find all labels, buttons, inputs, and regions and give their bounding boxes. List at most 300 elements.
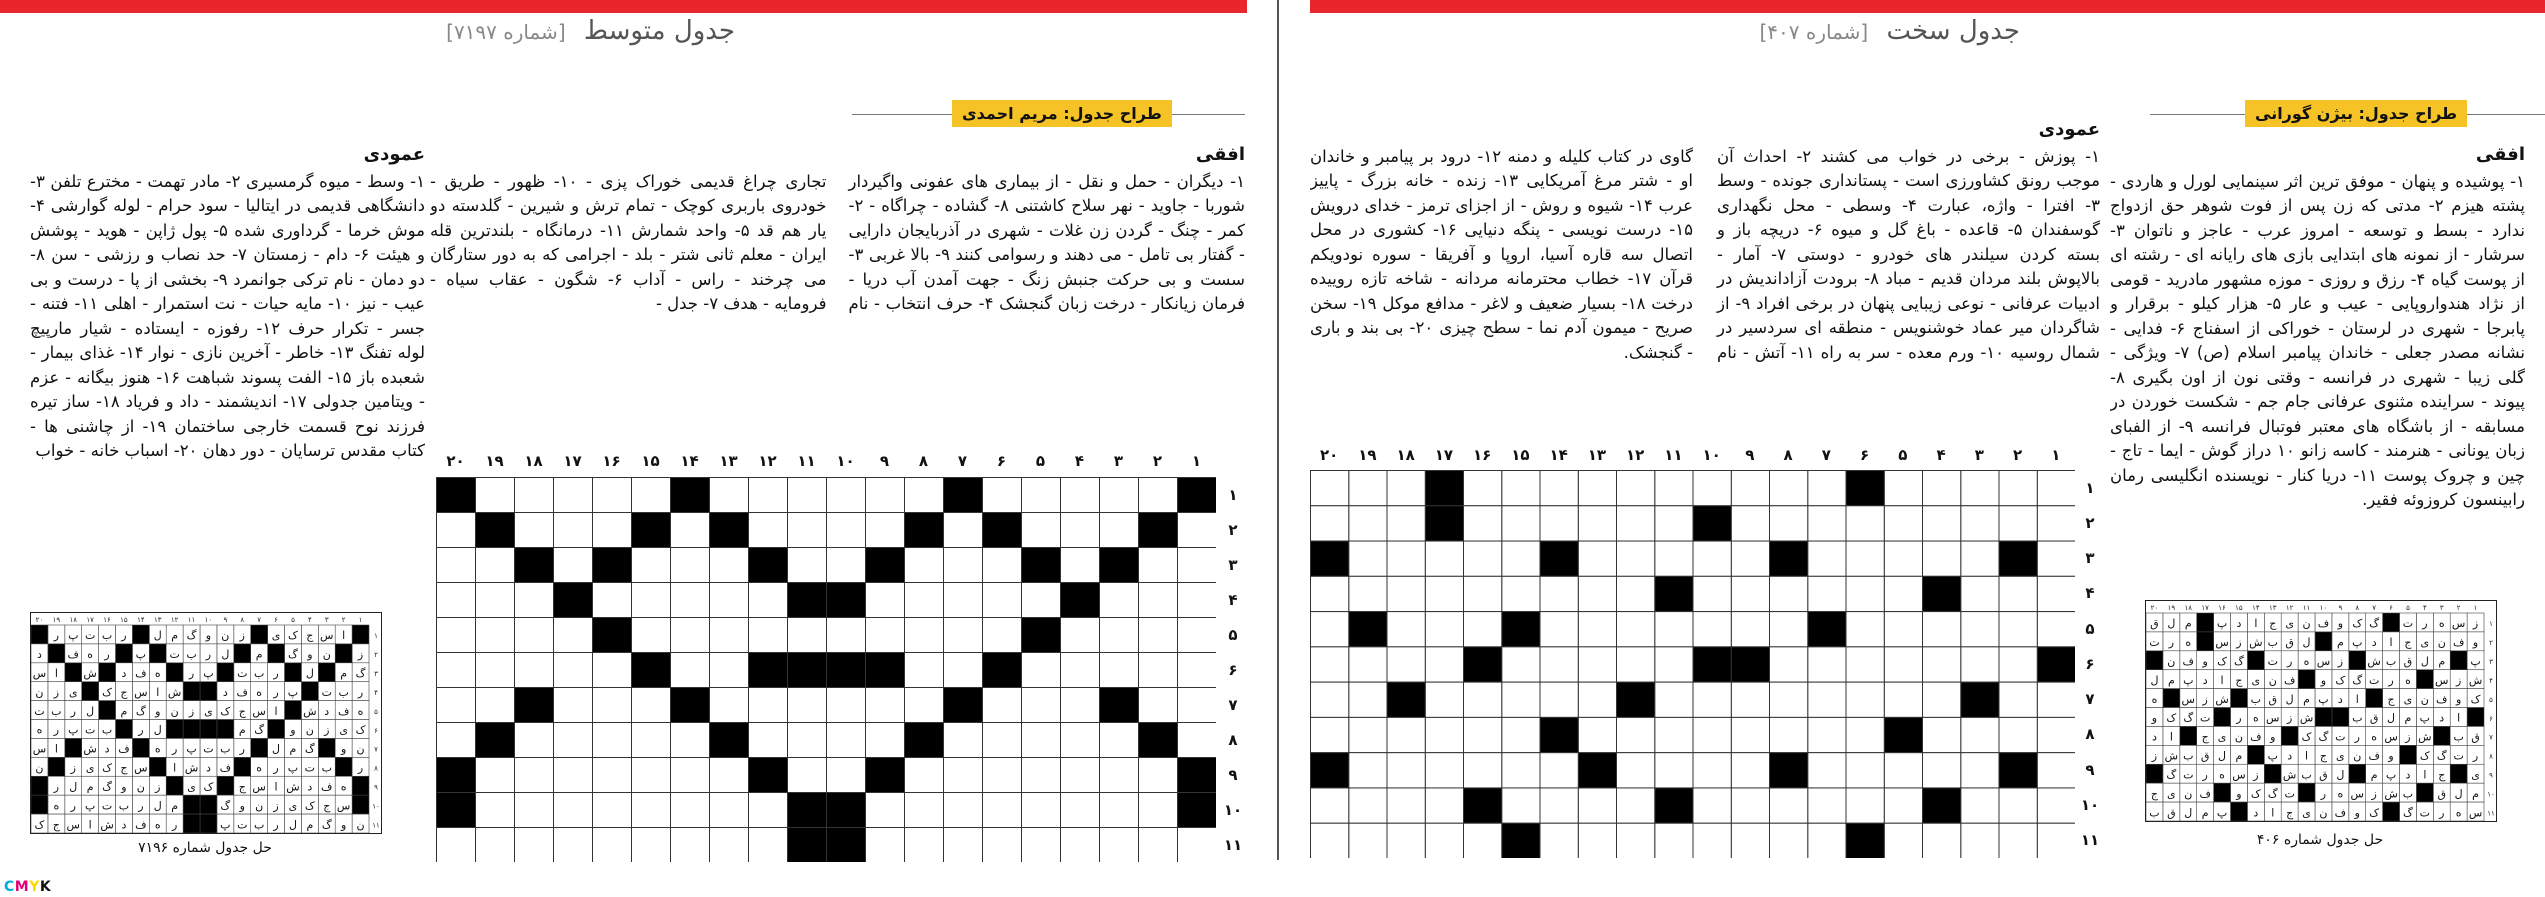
right-grid-cell[interactable]	[1655, 753, 1693, 788]
right-grid-cell[interactable]	[1655, 541, 1693, 576]
left-grid-cell[interactable]	[983, 828, 1022, 863]
left-grid-cell[interactable]	[788, 758, 827, 793]
right-grid-cell[interactable]	[1846, 576, 1884, 611]
left-grid-cell[interactable]	[1061, 513, 1100, 548]
right-grid-cell[interactable]	[1311, 788, 1349, 823]
right-grid-cell[interactable]	[1502, 506, 1540, 541]
left-grid-cell[interactable]	[827, 618, 866, 653]
right-grid-cell[interactable]	[1655, 506, 1693, 541]
right-grid-cell[interactable]	[1731, 823, 1769, 858]
left-grid-cell[interactable]	[515, 758, 554, 793]
right-grid-cell[interactable]	[1387, 647, 1425, 682]
right-grid-cell[interactable]	[1387, 788, 1425, 823]
left-grid-cell[interactable]	[827, 688, 866, 723]
right-grid-cell[interactable]	[1884, 682, 1922, 717]
left-grid-cell[interactable]	[749, 513, 788, 548]
right-grid-cell[interactable]	[1502, 788, 1540, 823]
right-grid-cell[interactable]	[1425, 541, 1463, 576]
right-grid-cell[interactable]	[1770, 717, 1808, 752]
right-grid-cell[interactable]	[1808, 823, 1846, 858]
left-grid-cell[interactable]	[515, 618, 554, 653]
left-grid-cell[interactable]	[1061, 828, 1100, 863]
right-grid-cell[interactable]	[1311, 717, 1349, 752]
right-grid-cell[interactable]	[1961, 823, 1999, 858]
right-grid-cell[interactable]	[1578, 506, 1616, 541]
right-grid-cell[interactable]	[1502, 576, 1540, 611]
right-grid-cell[interactable]	[1540, 753, 1578, 788]
left-grid-cell[interactable]	[983, 548, 1022, 583]
left-grid-cell[interactable]	[515, 653, 554, 688]
right-grid-cell[interactable]	[2037, 576, 2075, 611]
right-grid-cell[interactable]	[1311, 647, 1349, 682]
right-grid-cell[interactable]	[1464, 506, 1502, 541]
left-grid-cell[interactable]	[827, 548, 866, 583]
left-grid-cell[interactable]	[983, 758, 1022, 793]
right-grid-cell[interactable]	[1693, 682, 1731, 717]
left-grid-cell[interactable]	[1139, 618, 1178, 653]
right-grid-cell[interactable]	[1808, 647, 1846, 682]
right-grid-cell[interactable]	[1693, 541, 1731, 576]
left-grid-cell[interactable]	[1022, 828, 1061, 863]
left-grid-cell[interactable]	[632, 618, 671, 653]
right-grid-cell[interactable]	[2037, 471, 2075, 506]
left-grid-cell[interactable]	[1178, 723, 1217, 758]
left-grid-cell[interactable]	[710, 478, 749, 513]
left-grid-cell[interactable]	[671, 653, 710, 688]
left-grid-cell[interactable]	[944, 618, 983, 653]
right-grid-cell[interactable]	[1387, 823, 1425, 858]
left-grid-cell[interactable]	[593, 653, 632, 688]
right-grid-cell[interactable]	[1311, 506, 1349, 541]
left-grid-cell[interactable]	[1178, 513, 1217, 548]
left-grid-cell[interactable]	[671, 548, 710, 583]
right-grid-cell[interactable]	[1731, 541, 1769, 576]
right-grid-cell[interactable]	[1884, 823, 1922, 858]
left-grid-cell[interactable]	[476, 758, 515, 793]
right-grid-cell[interactable]	[1846, 682, 1884, 717]
right-grid-cell[interactable]	[1655, 647, 1693, 682]
right-grid-cell[interactable]	[1540, 576, 1578, 611]
left-grid-cell[interactable]	[1022, 583, 1061, 618]
left-grid-cell[interactable]	[671, 723, 710, 758]
right-grid-cell[interactable]	[1464, 541, 1502, 576]
left-grid-cell[interactable]	[632, 723, 671, 758]
right-grid-cell[interactable]	[1961, 576, 1999, 611]
left-grid-cell[interactable]	[866, 478, 905, 513]
left-grid-cell[interactable]	[1061, 478, 1100, 513]
left-grid-cell[interactable]	[1178, 583, 1217, 618]
right-grid-cell[interactable]	[1808, 541, 1846, 576]
left-grid-cell[interactable]	[437, 688, 476, 723]
left-grid-cell[interactable]	[554, 828, 593, 863]
right-grid-cell[interactable]	[1999, 682, 2037, 717]
right-grid-cell[interactable]	[1311, 471, 1349, 506]
left-grid-cell[interactable]	[710, 793, 749, 828]
right-grid-cell[interactable]	[1961, 612, 1999, 647]
left-grid-cell[interactable]	[476, 583, 515, 618]
right-grid-cell[interactable]	[1770, 647, 1808, 682]
right-grid-cell[interactable]	[1387, 576, 1425, 611]
left-grid-cell[interactable]	[671, 618, 710, 653]
right-grid-cell[interactable]	[1387, 471, 1425, 506]
right-grid-cell[interactable]	[1846, 541, 1884, 576]
right-grid-cell[interactable]	[2037, 682, 2075, 717]
right-grid-cell[interactable]	[2037, 612, 2075, 647]
right-grid-cell[interactable]	[1349, 576, 1387, 611]
right-grid-cell[interactable]	[1425, 823, 1463, 858]
right-grid-cell[interactable]	[1464, 471, 1502, 506]
right-grid-cell[interactable]	[1808, 471, 1846, 506]
left-grid-cell[interactable]	[554, 723, 593, 758]
right-grid-cell[interactable]	[1425, 717, 1463, 752]
left-grid-cell[interactable]	[905, 688, 944, 723]
left-grid-cell[interactable]	[788, 723, 827, 758]
right-grid-cell[interactable]	[1349, 788, 1387, 823]
right-grid-cell[interactable]	[1808, 682, 1846, 717]
right-grid-cell[interactable]	[1540, 506, 1578, 541]
right-grid-cell[interactable]	[1311, 823, 1349, 858]
left-grid-cell[interactable]	[827, 758, 866, 793]
right-grid-cell[interactable]	[1464, 753, 1502, 788]
left-grid-cell[interactable]	[788, 548, 827, 583]
right-grid-cell[interactable]	[1961, 506, 1999, 541]
right-grid-cell[interactable]	[1923, 682, 1961, 717]
right-grid-cell[interactable]	[1961, 541, 1999, 576]
left-grid-cell[interactable]	[788, 513, 827, 548]
right-grid-cell[interactable]	[1846, 647, 1884, 682]
left-grid-cell[interactable]	[944, 723, 983, 758]
right-grid-cell[interactable]	[1425, 788, 1463, 823]
right-grid-cell[interactable]	[1617, 612, 1655, 647]
left-grid-cell[interactable]	[944, 793, 983, 828]
right-grid-cell[interactable]	[1464, 576, 1502, 611]
right-grid-cell[interactable]	[1425, 682, 1463, 717]
left-grid-cell[interactable]	[515, 828, 554, 863]
left-grid-cell[interactable]	[593, 793, 632, 828]
right-grid-cell[interactable]	[1349, 541, 1387, 576]
right-grid-cell[interactable]	[2037, 506, 2075, 541]
left-grid-cell[interactable]	[515, 513, 554, 548]
right-grid-cell[interactable]	[1808, 506, 1846, 541]
right-grid-cell[interactable]	[1884, 612, 1922, 647]
right-grid-cell[interactable]	[1884, 471, 1922, 506]
right-grid-cell[interactable]	[1387, 753, 1425, 788]
left-grid-cell[interactable]	[632, 548, 671, 583]
left-grid-cell[interactable]	[983, 723, 1022, 758]
right-grid-cell[interactable]	[2037, 753, 2075, 788]
right-grid-cell[interactable]	[1349, 753, 1387, 788]
left-grid-cell[interactable]	[866, 618, 905, 653]
left-grid-cell[interactable]	[944, 653, 983, 688]
right-grid-cell[interactable]	[1425, 753, 1463, 788]
right-grid-cell[interactable]	[1770, 788, 1808, 823]
left-grid-cell[interactable]	[1100, 513, 1139, 548]
right-grid-cell[interactable]	[1731, 788, 1769, 823]
right-grid-cell[interactable]	[1540, 682, 1578, 717]
left-grid-cell[interactable]	[593, 478, 632, 513]
right-grid-cell[interactable]	[1731, 717, 1769, 752]
left-grid-cell[interactable]	[671, 793, 710, 828]
right-grid-cell[interactable]	[1884, 541, 1922, 576]
left-grid-cell[interactable]	[476, 653, 515, 688]
left-grid-cell[interactable]	[476, 828, 515, 863]
left-grid-cell[interactable]	[554, 618, 593, 653]
right-grid-cell[interactable]	[1693, 753, 1731, 788]
left-grid-cell[interactable]	[866, 828, 905, 863]
right-grid-cell[interactable]	[1731, 753, 1769, 788]
left-grid-cell[interactable]	[749, 828, 788, 863]
left-grid-cell[interactable]	[710, 653, 749, 688]
right-grid-cell[interactable]	[1693, 576, 1731, 611]
left-grid-cell[interactable]	[515, 583, 554, 618]
left-grid-cell[interactable]	[749, 793, 788, 828]
right-grid-cell[interactable]	[1655, 682, 1693, 717]
left-grid-cell[interactable]	[554, 513, 593, 548]
left-grid-cell[interactable]	[1178, 688, 1217, 723]
right-grid-cell[interactable]	[1999, 576, 2037, 611]
right-grid-cell[interactable]	[1999, 823, 2037, 858]
left-grid-cell[interactable]	[710, 618, 749, 653]
right-grid-cell[interactable]	[1617, 576, 1655, 611]
left-grid-cell[interactable]	[905, 618, 944, 653]
right-grid-cell[interactable]	[1502, 541, 1540, 576]
right-grid-cell[interactable]	[1349, 823, 1387, 858]
left-grid-cell[interactable]	[476, 793, 515, 828]
left-grid-cell[interactable]	[1022, 758, 1061, 793]
right-grid-cell[interactable]	[1884, 788, 1922, 823]
right-grid-cell[interactable]	[1884, 753, 1922, 788]
left-grid-cell[interactable]	[827, 513, 866, 548]
left-grid-cell[interactable]	[554, 653, 593, 688]
right-grid-cell[interactable]	[1731, 612, 1769, 647]
left-grid-cell[interactable]	[554, 793, 593, 828]
left-grid-cell[interactable]	[632, 478, 671, 513]
right-grid-cell[interactable]	[1808, 576, 1846, 611]
left-grid-cell[interactable]	[905, 653, 944, 688]
right-grid-cell[interactable]	[1425, 612, 1463, 647]
left-grid-cell[interactable]	[1022, 513, 1061, 548]
right-grid-cell[interactable]	[1617, 717, 1655, 752]
left-grid-cell[interactable]	[1100, 758, 1139, 793]
right-grid-cell[interactable]	[1923, 506, 1961, 541]
left-grid-cell[interactable]	[671, 758, 710, 793]
right-grid-cell[interactable]	[1923, 717, 1961, 752]
right-grid-cell[interactable]	[1502, 753, 1540, 788]
right-grid-cell[interactable]	[1693, 612, 1731, 647]
left-grid-cell[interactable]	[437, 583, 476, 618]
left-grid-cell[interactable]	[944, 513, 983, 548]
left-grid-cell[interactable]	[905, 828, 944, 863]
right-grid-cell[interactable]	[1731, 682, 1769, 717]
left-grid-cell[interactable]	[788, 618, 827, 653]
left-grid-cell[interactable]	[749, 583, 788, 618]
right-grid-cell[interactable]	[1961, 717, 1999, 752]
left-grid-cell[interactable]	[1100, 478, 1139, 513]
left-grid-cell[interactable]	[1100, 723, 1139, 758]
left-grid-cell[interactable]	[1061, 688, 1100, 723]
left-grid-cell[interactable]	[983, 618, 1022, 653]
right-grid-cell[interactable]	[1540, 788, 1578, 823]
right-grid-cell[interactable]	[1693, 717, 1731, 752]
left-grid-cell[interactable]	[866, 583, 905, 618]
right-grid-cell[interactable]	[1578, 612, 1616, 647]
right-grid-cell[interactable]	[1731, 576, 1769, 611]
left-grid-cell[interactable]	[554, 478, 593, 513]
right-grid-cell[interactable]	[1349, 682, 1387, 717]
left-grid-cell[interactable]	[944, 828, 983, 863]
left-grid-cell[interactable]	[476, 618, 515, 653]
right-grid-cell[interactable]	[1693, 471, 1731, 506]
right-grid-cell[interactable]	[1578, 541, 1616, 576]
left-grid-cell[interactable]	[1139, 688, 1178, 723]
right-grid-cell[interactable]	[1617, 541, 1655, 576]
left-grid-cell[interactable]	[1022, 793, 1061, 828]
left-grid-cell[interactable]	[632, 828, 671, 863]
left-grid-cell[interactable]	[710, 688, 749, 723]
right-grid-cell[interactable]	[1578, 576, 1616, 611]
left-grid-cell[interactable]	[1061, 653, 1100, 688]
right-grid-cell[interactable]	[1540, 612, 1578, 647]
right-grid-cell[interactable]	[1425, 647, 1463, 682]
right-grid-cell[interactable]	[1311, 576, 1349, 611]
left-grid-cell[interactable]	[1061, 758, 1100, 793]
right-grid-cell[interactable]	[1578, 823, 1616, 858]
right-grid-cell[interactable]	[1617, 753, 1655, 788]
right-grid-cell[interactable]	[1923, 823, 1961, 858]
right-grid-cell[interactable]	[1770, 612, 1808, 647]
left-grid-cell[interactable]	[866, 688, 905, 723]
left-grid-cell[interactable]	[866, 723, 905, 758]
right-grid-cell[interactable]	[1923, 541, 1961, 576]
left-grid-cell[interactable]	[905, 548, 944, 583]
right-grid-cell[interactable]	[1846, 753, 1884, 788]
left-grid-cell[interactable]	[437, 618, 476, 653]
left-grid-cell[interactable]	[866, 793, 905, 828]
left-grid-cell[interactable]	[1178, 828, 1217, 863]
left-grid-cell[interactable]	[1100, 583, 1139, 618]
left-grid-cell[interactable]	[1100, 793, 1139, 828]
left-grid-cell[interactable]	[476, 548, 515, 583]
left-grid-cell[interactable]	[1139, 828, 1178, 863]
right-grid-cell[interactable]	[1464, 612, 1502, 647]
right-grid-cell[interactable]	[1846, 788, 1884, 823]
right-grid-cell[interactable]	[1387, 717, 1425, 752]
left-grid-cell[interactable]	[554, 688, 593, 723]
right-grid-cell[interactable]	[1923, 647, 1961, 682]
right-grid-cell[interactable]	[1999, 506, 2037, 541]
right-grid-cell[interactable]	[1387, 541, 1425, 576]
right-grid-cell[interactable]	[1770, 823, 1808, 858]
left-grid-cell[interactable]	[710, 548, 749, 583]
left-grid-cell[interactable]	[983, 583, 1022, 618]
right-grid-cell[interactable]	[1999, 612, 2037, 647]
right-grid-cell[interactable]	[1884, 647, 1922, 682]
right-grid-cell[interactable]	[1731, 471, 1769, 506]
left-grid-cell[interactable]	[671, 828, 710, 863]
right-grid-cell[interactable]	[1387, 612, 1425, 647]
right-grid-cell[interactable]	[1923, 753, 1961, 788]
right-grid-cell[interactable]	[1311, 682, 1349, 717]
right-grid-cell[interactable]	[1808, 753, 1846, 788]
right-grid-cell[interactable]	[1502, 647, 1540, 682]
left-grid-cell[interactable]	[1022, 478, 1061, 513]
right-grid-cell[interactable]	[1464, 717, 1502, 752]
right-grid-cell[interactable]	[1540, 471, 1578, 506]
left-grid-cell[interactable]	[827, 478, 866, 513]
right-grid-cell[interactable]	[2037, 788, 2075, 823]
right-grid-cell[interactable]	[2037, 541, 2075, 576]
left-grid-cell[interactable]	[905, 478, 944, 513]
left-grid-cell[interactable]	[710, 758, 749, 793]
left-grid-cell[interactable]	[515, 478, 554, 513]
left-grid-cell[interactable]	[593, 723, 632, 758]
left-crossword-grid[interactable]	[436, 477, 1216, 862]
right-grid-cell[interactable]	[1349, 717, 1387, 752]
left-grid-cell[interactable]	[593, 583, 632, 618]
right-grid-cell[interactable]	[1578, 471, 1616, 506]
left-grid-cell[interactable]	[944, 583, 983, 618]
left-grid-cell[interactable]	[1022, 688, 1061, 723]
left-grid-cell[interactable]	[437, 513, 476, 548]
right-grid-cell[interactable]	[1617, 788, 1655, 823]
left-grid-cell[interactable]	[476, 688, 515, 723]
left-grid-cell[interactable]	[632, 583, 671, 618]
left-grid-cell[interactable]	[437, 723, 476, 758]
right-grid-cell[interactable]	[1349, 471, 1387, 506]
right-grid-cell[interactable]	[1502, 471, 1540, 506]
left-grid-cell[interactable]	[1139, 758, 1178, 793]
left-grid-cell[interactable]	[632, 793, 671, 828]
right-grid-cell[interactable]	[1655, 823, 1693, 858]
right-grid-cell[interactable]	[2037, 823, 2075, 858]
left-grid-cell[interactable]	[1178, 653, 1217, 688]
right-grid-cell[interactable]	[1999, 471, 2037, 506]
right-grid-cell[interactable]	[2037, 717, 2075, 752]
right-grid-cell[interactable]	[1961, 647, 1999, 682]
right-grid-cell[interactable]	[1693, 823, 1731, 858]
left-grid-cell[interactable]	[515, 793, 554, 828]
left-grid-cell[interactable]	[437, 548, 476, 583]
left-grid-cell[interactable]	[554, 758, 593, 793]
right-grid-cell[interactable]	[1387, 506, 1425, 541]
left-grid-cell[interactable]	[515, 723, 554, 758]
left-grid-cell[interactable]	[788, 478, 827, 513]
left-grid-cell[interactable]	[671, 513, 710, 548]
right-grid-cell[interactable]	[1923, 612, 1961, 647]
left-grid-cell[interactable]	[710, 583, 749, 618]
right-grid-cell[interactable]	[1655, 471, 1693, 506]
right-grid-cell[interactable]	[1655, 717, 1693, 752]
left-grid-cell[interactable]	[749, 723, 788, 758]
left-grid-cell[interactable]	[593, 828, 632, 863]
right-grid-cell[interactable]	[1617, 647, 1655, 682]
right-grid-cell[interactable]	[1464, 823, 1502, 858]
right-grid-cell[interactable]	[1540, 647, 1578, 682]
left-grid-cell[interactable]	[1061, 548, 1100, 583]
left-grid-cell[interactable]	[632, 688, 671, 723]
left-grid-cell[interactable]	[437, 653, 476, 688]
left-grid-cell[interactable]	[983, 793, 1022, 828]
right-grid-cell[interactable]	[1999, 717, 2037, 752]
right-grid-cell[interactable]	[1693, 788, 1731, 823]
right-grid-cell[interactable]	[1617, 471, 1655, 506]
right-grid-cell[interactable]	[1884, 576, 1922, 611]
left-grid-cell[interactable]	[710, 828, 749, 863]
left-grid-cell[interactable]	[749, 688, 788, 723]
left-grid-cell[interactable]	[1139, 478, 1178, 513]
left-grid-cell[interactable]	[554, 548, 593, 583]
left-grid-cell[interactable]	[593, 758, 632, 793]
